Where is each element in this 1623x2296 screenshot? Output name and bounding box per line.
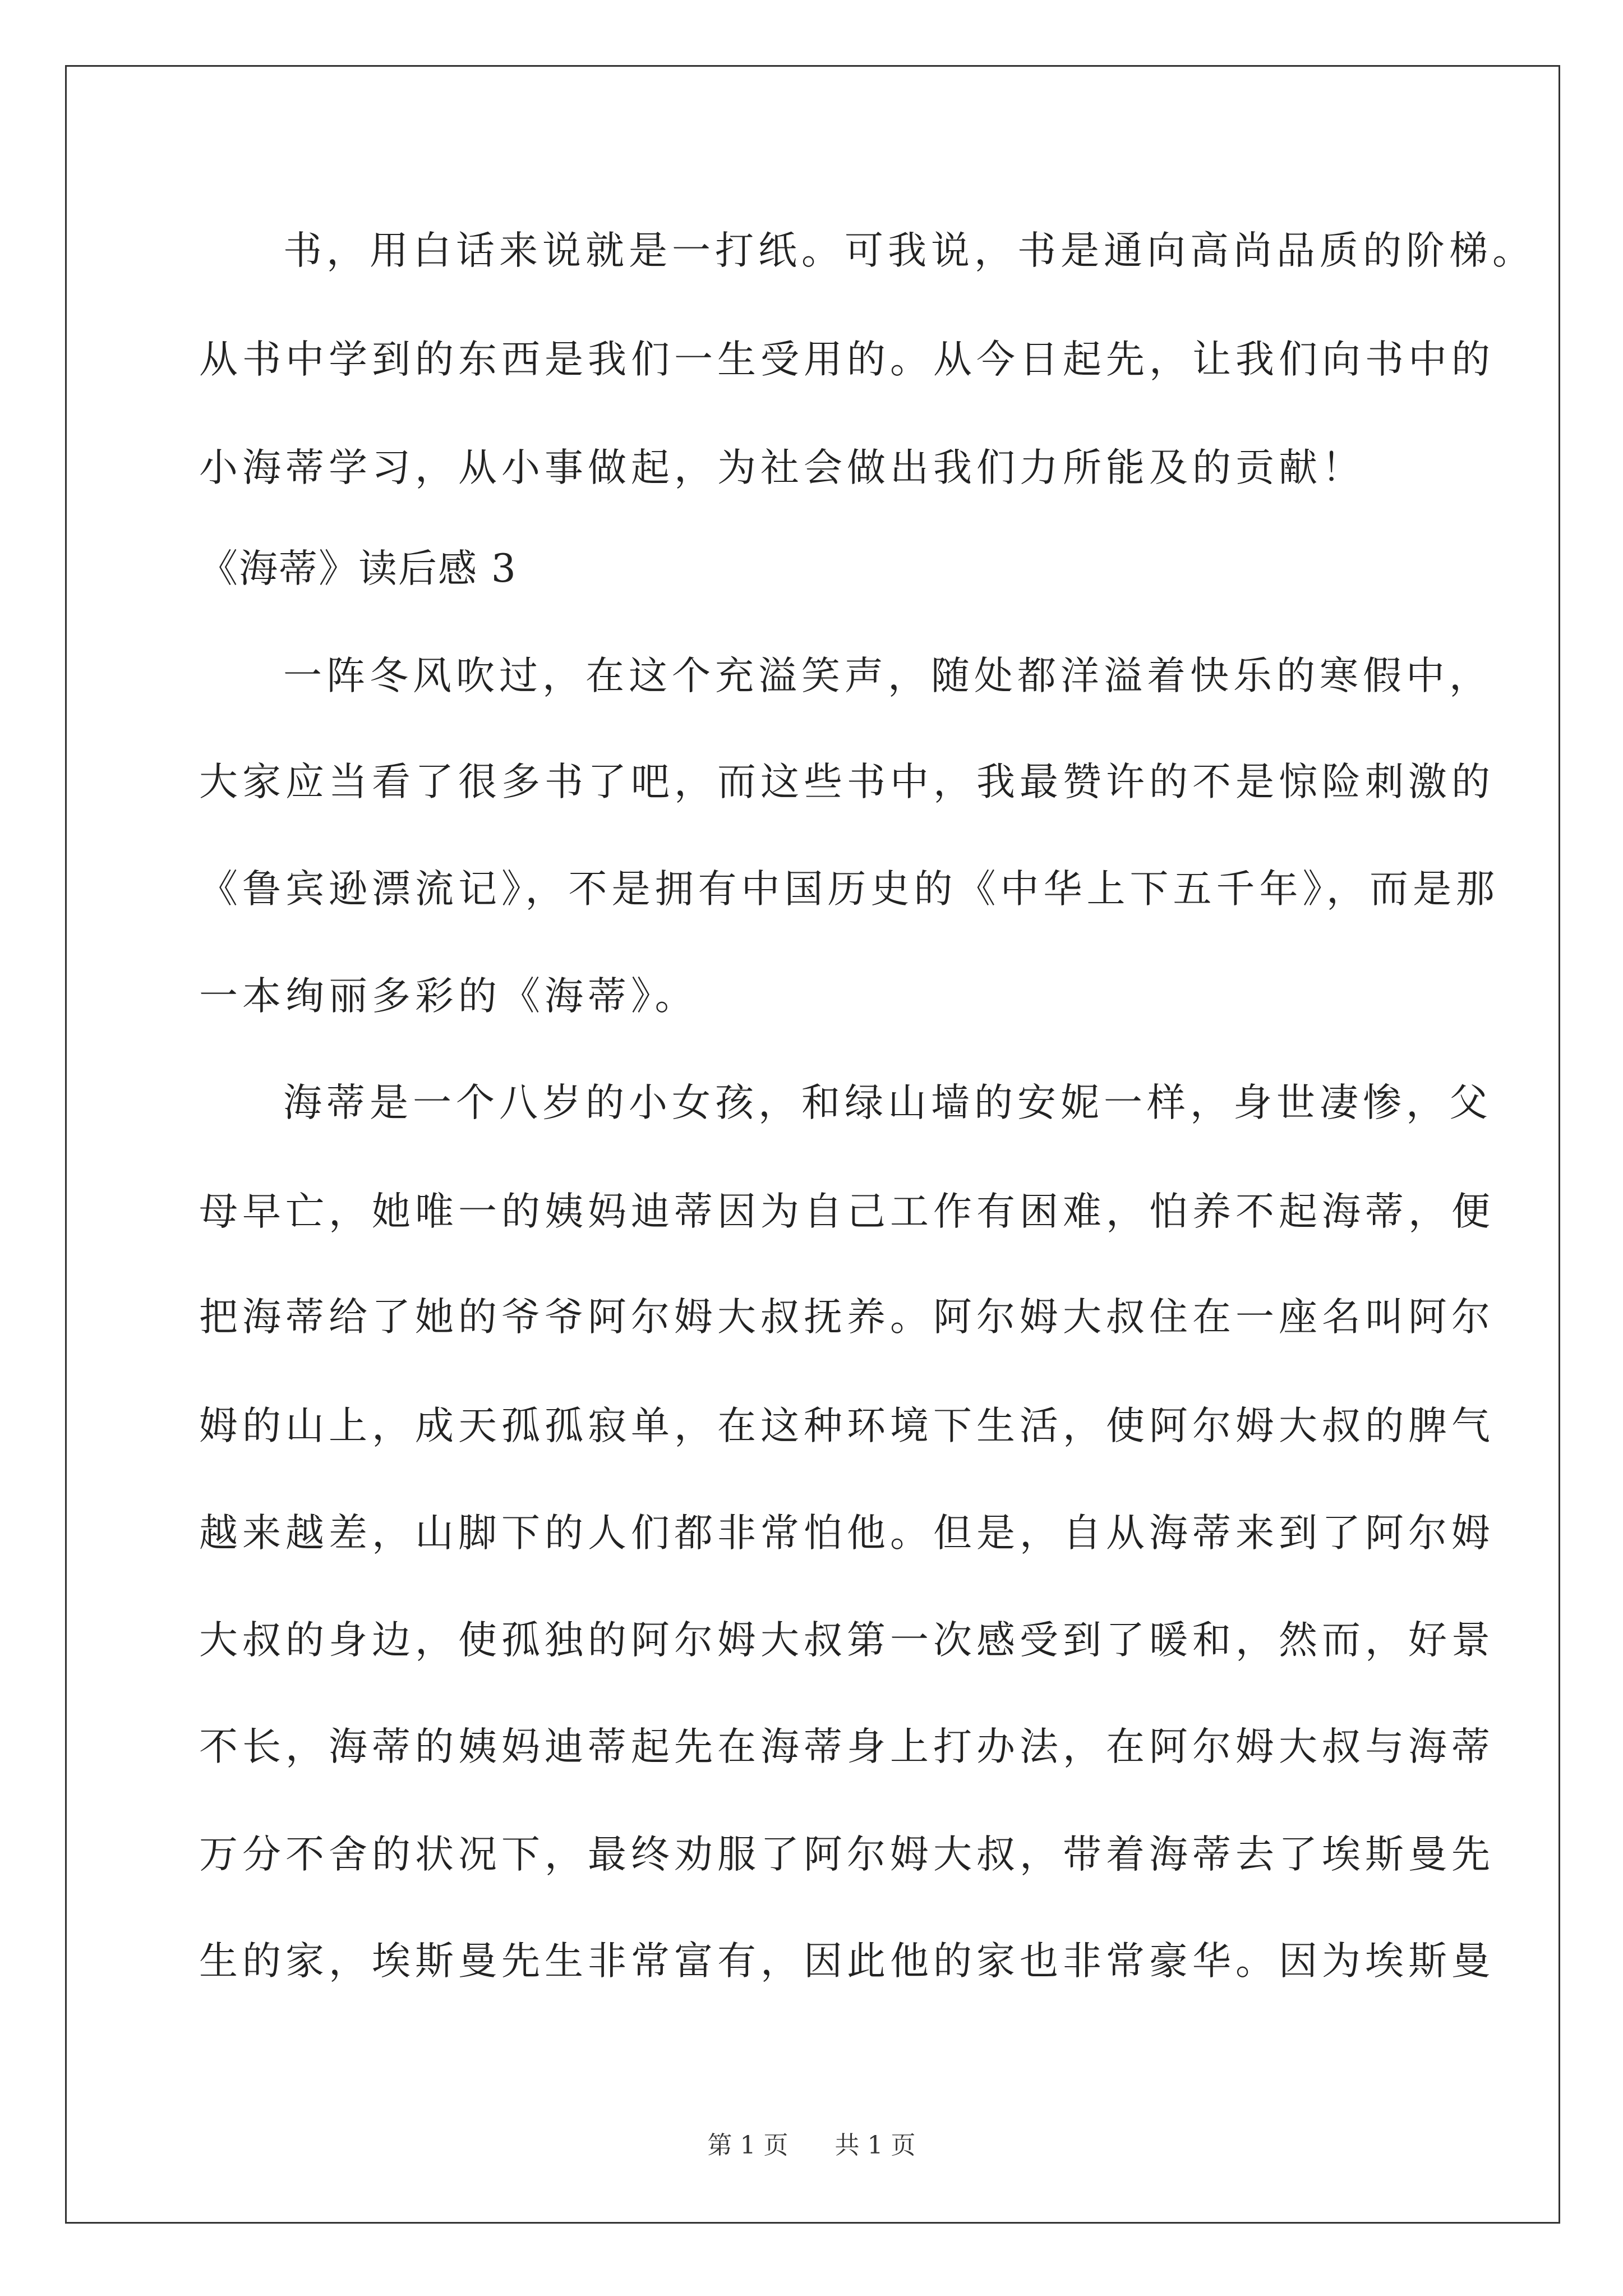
paragraph-line: 从书中学到的东西是我们一生受用的。从今日起先，让我们向书中的 bbox=[199, 337, 1495, 382]
page-number: 第 1 页 bbox=[707, 2131, 789, 2160]
section-heading: 《海蒂》读后感 3 bbox=[199, 546, 517, 591]
paragraph-line: 大叔的身边，使孤独的阿尔姆大叔第一次感受到了暖和，然而，好景 bbox=[199, 1618, 1495, 1663]
page-footer bbox=[0, 2133, 1623, 2158]
page-total: 共 1 页 bbox=[834, 2131, 916, 2160]
paragraph-line: 万分不舍的状况下，最终劝服了阿尔姆大叔，带着海蒂去了埃斯曼先 bbox=[199, 1832, 1495, 1877]
paragraph-line: 海蒂是一个八岁的小女孩，和绿山墙的安妮一样，身世凄惨，父 bbox=[283, 1080, 1492, 1125]
paragraph-line: 大家应当看了很多书了吧，而这些书中，我最赞许的不是惊险刺激的 bbox=[199, 760, 1495, 804]
paragraph-line: 不长，海蒂的姨妈迪蒂起先在海蒂身上打办法，在阿尔姆大叔与海蒂 bbox=[199, 1724, 1495, 1769]
paragraph-line: 一阵冬风吹过，在这个充溢笑声，随处都洋溢着快乐的寒假中， bbox=[283, 654, 1492, 698]
paragraph-line: 一本绚丽多彩的《海蒂》。 bbox=[199, 974, 698, 1019]
paragraph-line: 小海蒂学习，从小事做起，为社会做出我们力所能及的贡献！ bbox=[199, 445, 1365, 490]
page-border bbox=[65, 65, 1560, 2224]
paragraph-line: 生的家，埃斯曼先生非常富有，因此他的家也非常豪华。因为埃斯曼 bbox=[199, 1939, 1495, 1984]
paragraph-line: 《鲁宾逊漂流记》，不是拥有中国历史的《中华上下五千年》，而是那 bbox=[199, 867, 1499, 912]
paragraph-line: 母早亡，她唯一的姨妈迪蒂因为自己工作有困难，怕养不起海蒂，便 bbox=[199, 1189, 1495, 1234]
paragraph-line: 越来越差，山脚下的人们都非常怕他。但是，自从海蒂来到了阿尔姆 bbox=[199, 1511, 1495, 1556]
paragraph-line: 把海蒂给了她的爷爷阿尔姆大叔抚养。阿尔姆大叔住在一座名叫阿尔 bbox=[199, 1295, 1495, 1340]
paragraph-line: 姆的山上，成天孤孤寂单，在这种环境下生活，使阿尔姆大叔的脾气 bbox=[199, 1404, 1495, 1448]
paragraph-line: 书，用白话来说就是一打纸。可我说，书是通向高尚品质的阶梯。 bbox=[283, 228, 1536, 273]
